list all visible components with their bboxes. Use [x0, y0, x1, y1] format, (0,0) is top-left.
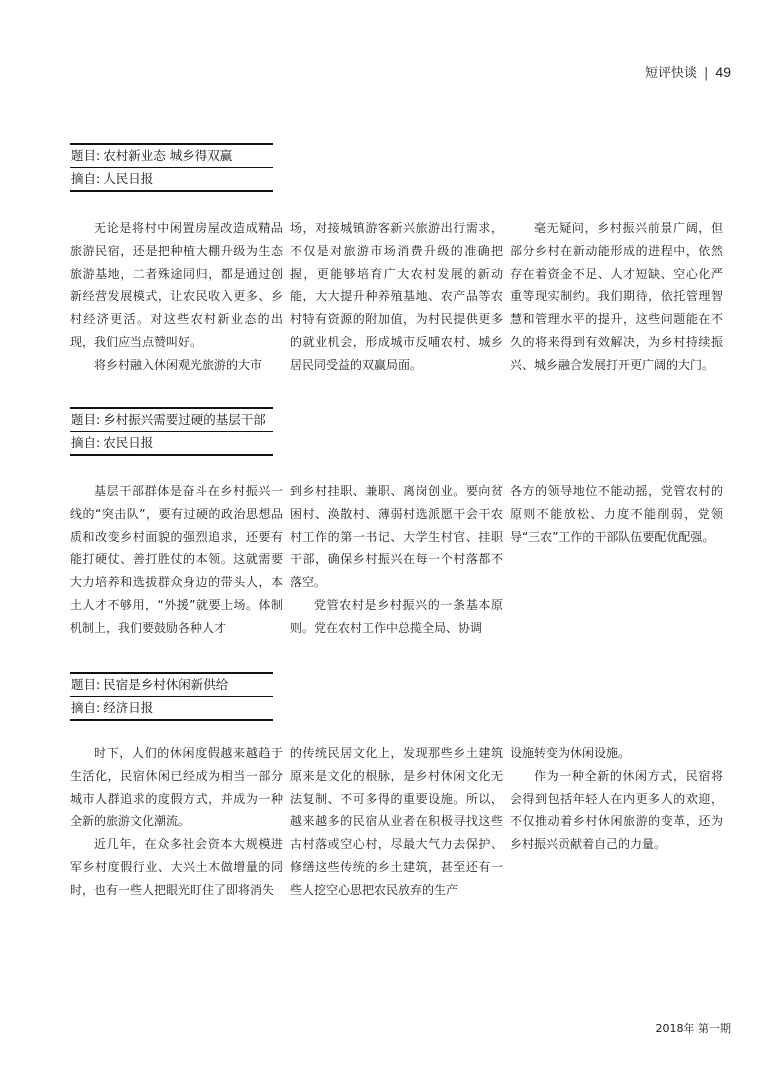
- paragraph: 党管农村是乡村振兴的一条基本原则。党在农村工作中总揽全局、协调: [290, 597, 503, 635]
- paragraph: 基层干部群体是奋斗在乡村振兴一线的“突击队”，要有过硬的政治思想品质和改变乡村面貌的强烈追求，还要有能打硬仗、善打胜仗的本领。这就需要大力培养和选拔群众身边的带头人，本土人才不够用，“外援”就要上场。体制机制上，我们要鼓励各种人才: [70, 484, 283, 635]
- article-source-row: [70, 431, 273, 454]
- issue-footer: 2018年 第一期: [655, 1022, 731, 1035]
- paragraph: 无论是将村中闲置房屋改造成精品旅游民宿，还是把种植大棚升级为生态旅游基地，二者殊途同归，都是通过创新经营发展模式，让农民收入更多、乡村经济更活。对这些农村新业态的出现，我们应当点赞叫好。: [70, 221, 283, 349]
- article-meta-box: [70, 672, 273, 721]
- article-meta-box: [70, 407, 273, 456]
- article-column: [70, 742, 283, 902]
- article-column: [290, 480, 503, 640]
- article-source: 农民日报: [103, 435, 154, 450]
- article-column: [510, 742, 723, 856]
- article-column: [70, 480, 283, 640]
- article-column: [70, 217, 283, 377]
- paragraph: 的传统民居文化上，发现那些乡土建筑原来是文化的根脉，是乡村休闲文化无法复制、不可多得的重要设施。所以，越来越多的民宿从业者在积极寻找这些古村落或空心村，尽最大气力去保护、修缮这些传统的乡土建筑，甚至还有一些人挖空心思把农民放弃的生产: [290, 746, 503, 897]
- paragraph: 各方的领导地位不能动摇，党管农村的原则不能放松、力度不能削弱，党领导“三农”工作的干部队伍要配优配强。: [510, 484, 723, 544]
- article-title: 乡村振兴需要过硬的基层干部: [103, 412, 266, 427]
- article-title: 民宿是乡村休闲新供给: [103, 677, 229, 692]
- article-source: 经济日报: [103, 700, 154, 715]
- article-column: [510, 217, 723, 377]
- article-column: [290, 742, 503, 902]
- paragraph: 近几年，在众多社会资本大规模进军乡村度假行业、大兴土木做增量的同时，也有一些人把眼光盯住了即将消失: [70, 837, 283, 897]
- article-title-row: [70, 145, 273, 167]
- running-head: [645, 62, 731, 81]
- article-column: [510, 480, 723, 548]
- article-title: 农村新业态 城乡得双赢: [103, 148, 233, 163]
- article-title-row: [70, 409, 273, 431]
- paragraph: 场，对接城镇游客新兴旅游出行需求，不仅是对旅游市场消费升级的准确把握，更能够培育广大农村发展的新动能，大大提升种养殖基地、农产品等农村特有资源的附加值，为村民提供更多的就业机会，形成城市反哺农村、城乡居民同受益的双赢局面。: [290, 221, 503, 372]
- header-separator: |: [704, 66, 709, 81]
- title-label: 题目:: [71, 148, 101, 163]
- source-label: 摘自:: [71, 700, 101, 715]
- title-label: 题目:: [71, 412, 101, 427]
- article-column: [290, 217, 503, 377]
- article-source-row: [70, 696, 273, 719]
- source-label: 摘自:: [71, 171, 101, 186]
- section-title: 短评快谈: [645, 66, 698, 81]
- article-source: 人民日报: [103, 171, 154, 186]
- article-source-row: [70, 167, 273, 190]
- page-number: 49: [715, 64, 731, 80]
- paragraph: 到乡村挂职、兼职、离岗创业。要向贫困村、涣散村、薄弱村选派愿干会干农村工作的第一书记、大学生村官、挂职干部，确保乡村振兴在每一个村落都不落空。: [290, 484, 503, 590]
- paragraph: 时下，人们的休闲度假越来越趋于生活化，民宿休闲已经成为相当一部分城市人群追求的度假方式，并成为一种全新的旅游文化潮流。: [70, 746, 283, 829]
- source-label: 摘自:: [71, 435, 101, 450]
- title-label: 题目:: [71, 677, 101, 692]
- article-meta-box: [70, 143, 273, 192]
- article-title-row: [70, 674, 273, 696]
- paragraph: 作为一种全新的休闲方式，民宿将会得到包括年轻人在内更多人的欢迎，不仅推动着乡村休闲旅游的变革，还为乡村振兴贡献着自己的力量。: [510, 768, 723, 852]
- paragraph: 毫无疑问，乡村振兴前景广阔，但部分乡村在新动能形成的进程中，依然存在着资金不足、人才短缺、空心化严重等现实制约。我们期待，依托管理智慧和管理水平的提升，这些问题能在不久的将来得到有效解决，为乡村持续振兴、城乡融合发展打开更广阔的大门。: [510, 221, 723, 372]
- paragraph: 设施转变为休闲设施。: [510, 746, 631, 760]
- paragraph: 将乡村融入休闲观光旅游的大市: [94, 357, 263, 372]
